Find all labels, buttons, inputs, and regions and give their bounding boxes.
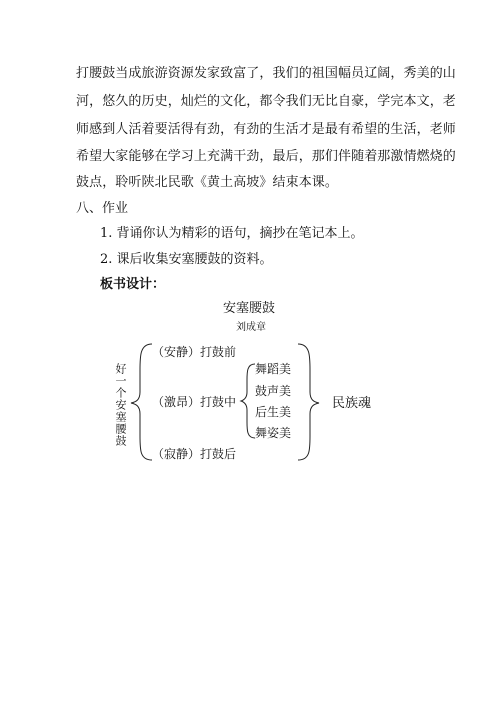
- board-stage-before: （安静）打鼓前: [152, 345, 237, 359]
- board-stage-after: （寂静）打鼓后: [152, 447, 237, 461]
- small-left-brace: [241, 364, 255, 438]
- paragraph-line-1: 打腰鼓当成旅游资源发家致富了，我们的祖国幅员辽阔，秀美的山: [76, 66, 456, 81]
- board-design-label: 板书设计：: [100, 277, 166, 292]
- board-beauty-dance: 舞蹈美: [255, 362, 292, 376]
- board-stage-during: （激昂）打鼓中: [152, 395, 237, 409]
- homework-item-2: 2. 课后收集安塞腰鼓的资料。: [100, 252, 273, 267]
- homework-item-1: 1. 背诵你认为精彩的语句，摘抄在笔记本上。: [100, 226, 364, 241]
- board-side-label: 好一个安塞腰鼓: [114, 363, 127, 447]
- board-beauty-posture: 舞姿美: [255, 426, 292, 440]
- paragraph-line-5: 鼓点，聆听陕北民歌《黄土高坡》结束本课。: [76, 175, 339, 190]
- left-brace: [131, 344, 152, 460]
- right-brace: [298, 344, 319, 460]
- board-author: 刘成章: [236, 322, 266, 333]
- section-heading-homework: 八、作业: [76, 201, 129, 216]
- board-beauty-youth: 后生美: [255, 405, 292, 419]
- paragraph-line-4: 希望大家能够在学习上充满干劲，最后，那们伴随着那激情燃烧的: [76, 149, 456, 164]
- paragraph-line-3: 师感到人活着要活得有劲，有劲的生活才是最有希望的生活，老师: [76, 122, 456, 137]
- paragraph-line-2: 河，悠久的历史，灿烂的文化，都令我们无比自豪，学完本文，老: [76, 94, 456, 109]
- board-beauty-drum: 鼓声美: [255, 384, 292, 398]
- board-title: 安塞腰鼓: [223, 301, 276, 316]
- board-conclusion: 民族魂: [332, 396, 372, 411]
